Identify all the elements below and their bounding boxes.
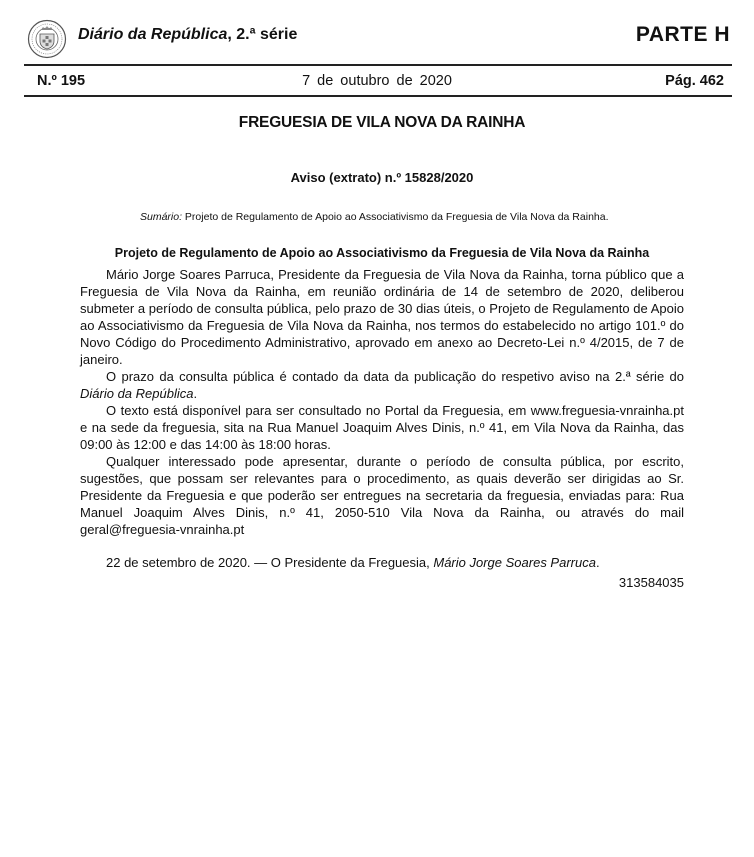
reference-number: 313584035 xyxy=(618,575,684,590)
issue-date: 7 de outubro de 2020 xyxy=(302,73,452,89)
header-rule-bottom xyxy=(24,95,732,97)
summary-label: Sumário: xyxy=(140,211,183,223)
notice-title: Aviso (extrato) n.º 15828/2020 xyxy=(290,170,474,185)
page-header xyxy=(0,0,754,98)
header-rule-top xyxy=(24,64,732,66)
notice-content xyxy=(80,114,684,590)
coat-of-arms-icon xyxy=(27,19,67,59)
entity-heading: FREGUESIA DE VILA NOVA DA RAINHA xyxy=(238,114,526,131)
paragraph-2: O prazo da consulta pública é contado da data da publicação do respetivo aviso na 2.ª série do Diário da República. xyxy=(80,369,684,401)
paragraph-3: O texto está disponível para ser consultado no Portal da Freguesia, em www.freguesia-vnrainha.pt e na sede da freguesia, sita na Rua Manuel Joaquim Alves Dinis, n.º 41, em Vila Nova da Rainha, das 09:00 às 12:00 e das 14:00 às 18:00 horas. xyxy=(80,403,684,452)
journal-title: Diário da República, 2.ª série xyxy=(78,26,298,43)
signatory-name: Mário Jorge Soares Parruca xyxy=(433,555,596,570)
summary-text: Projeto de Regulamento de Apoio ao Associativismo da Freguesia de Vila Nova da Rainha. xyxy=(182,211,609,223)
page-number: Pág. 462 xyxy=(665,73,724,89)
notice-body xyxy=(80,266,684,538)
paragraph-1: Mário Jorge Soares Parruca, Presidente da Freguesia de Vila Nova da Rainha, torna público que a Freguesia de Vila Nova da Rainha, em reunião ordinária de 14 de setembro de 2020, deliberou submeter a período de consulta pública, pelo prazo de 30 dias úteis, o Projeto de Regulamento de Apoio ao Associativismo da Freguesia de Vila Nova da Rainha, nos termos do estabelecido no artigo 101.º do Novo Código do Procedimento Administrativo, aprovado em anexo ao Decreto-Lei n.º 4/2015, de 7 de janeiro. xyxy=(80,267,684,367)
part-label: PARTE H xyxy=(635,23,730,46)
document-title: Projeto de Regulamento de Apoio ao Associativismo da Freguesia de Vila Nova da Rainha xyxy=(114,246,650,260)
signoff: 22 de setembro de 2020. — O Presidente da Freguesia, Mário Jorge Soares Parruca. xyxy=(106,555,600,570)
summary xyxy=(140,211,626,224)
issue-number: N.º 195 xyxy=(37,73,86,89)
paragraph-4: Qualquer interessado pode apresentar, durante o período de consulta pública, por escrito, sugestões, que possam ser relevantes para o procedimento, as quais deverão ser dirigidas ao Sr. Presidente da Freguesia e que poderão ser entregues na secretaria da freguesia, enviadas para: Rua Manuel Joaquim Alves Dinis, n.º 41, 2050-510 Vila Nova da Rainha, ou através do mail geral@freguesia-vnrainha.pt xyxy=(80,454,684,537)
